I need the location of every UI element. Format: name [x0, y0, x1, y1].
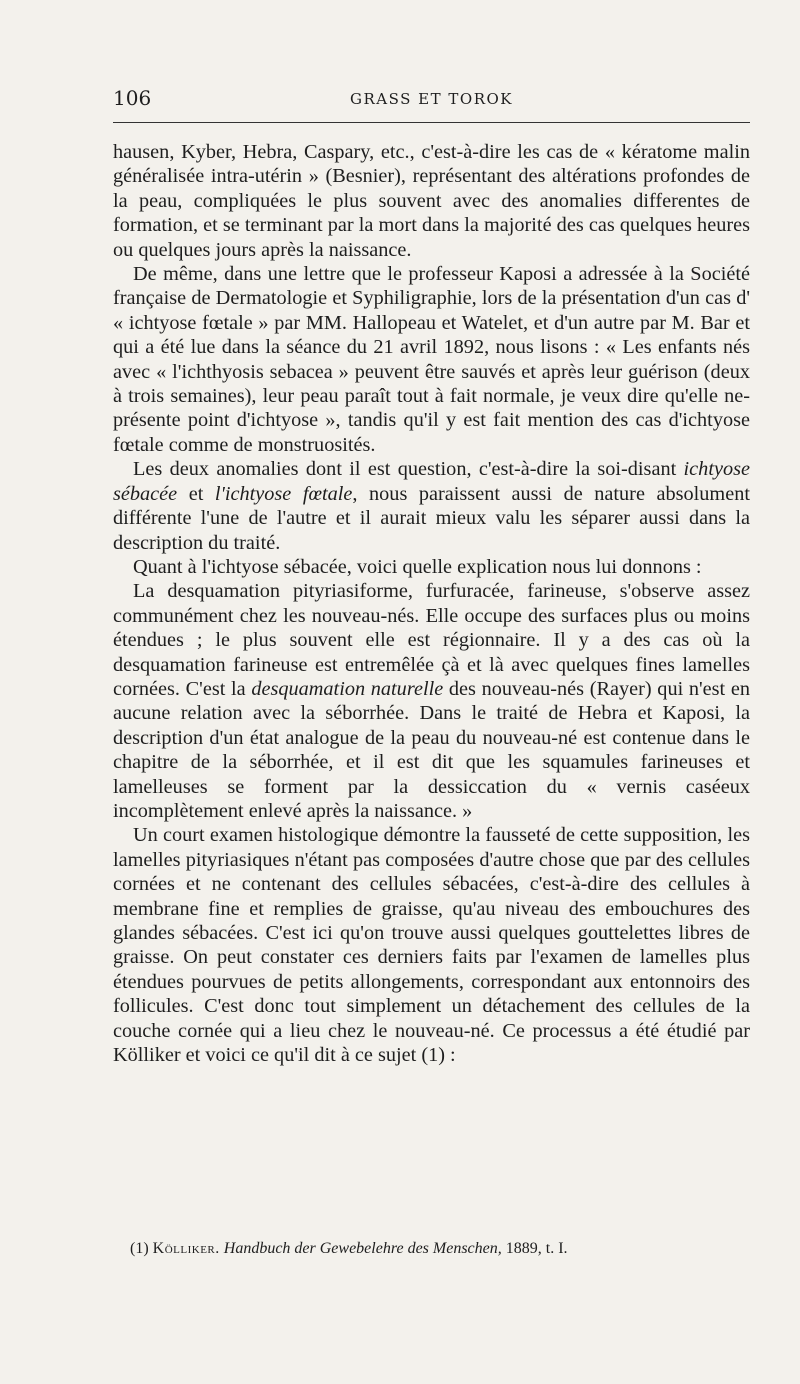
paragraph-1: hausen, Kyber, Hebra, Caspary, etc., c'est-à-dire les cas de « kératome malin généralisée intra-utérin » (Besnier), représentant des altérations profondes de la peau, compliquées le plus souvent avec des anomalies differentes de formation, et se terminant par la mort dans la majorité des cas quelques heures ou quelques jours après la naissance. — [113, 141, 750, 261]
footnote-title: Handbuch der Gewebelehre des Menschen, — [223, 1240, 502, 1257]
footnote-author: Kölliker. — [152, 1240, 220, 1257]
footnote-rest: 1889, t. I. — [501, 1240, 568, 1257]
paragraph-3-part-c: , nous paraissent aussi de nature absolument différente l'une de l'autre et il aurait mieux valu les séparer aussi dans la description du traité. — [113, 482, 750, 554]
running-head: GRASS ET TOROK — [350, 90, 513, 108]
paragraph-6: Un court examen histologique démontre la fausseté de cette supposition, les lamelles pityriasiques n'étant pas composées d'autre chose que par des cellules cornées et ne contenant des cellules sébacées, c'est-à-dire des cellules à membrane fine et remplies de graisse, qu'au niveau des embouchures des glandes sébacées. C'est ici qu'on trouve aussi quelques gouttelettes libres de graisse. On peut constater ces derniers faits par l'examen de lamelles plus étendues pourvues de petits allongements, correspondant aux entonnoirs des follicules. C'est donc tout simplement un détachement des cellules de la couche cornée qui a lieu chez le nouveau-né. Ce processus a été étudié par Kölliker et voici ce qu'il dit à ce sujet (1) : — [113, 824, 750, 1067]
paragraph-5-part-b: des nouveau-nés (Rayer) qui n'est en aucune relation avec la séborrhée. Dans le traité de Hebra et Kaposi, la description d'un état analogue de la peau du nouveau-né est contenue dans le chapitre de la séborrhée, et il est dit que les squamules farineuses et lamelleuses se forment par la dessiccation du « vernis caséeux incomplètement enlevé après la naissance. » — [113, 677, 750, 822]
header-rule — [113, 122, 750, 123]
page-number: 106 — [113, 86, 152, 110]
term-ichtyose-sebacee: ichtyose sébacée — [113, 458, 750, 505]
footnote — [130, 1240, 750, 1258]
paragraph-2: De même, dans une lettre que le professeur Kaposi a adressée à la Société française de Dermatologie et Syphiligraphie, lors de la présentation d'un cas d' « ichtyose fœtale » par MM. Hallopeau et Watelet, et d'un autre par M. Bar et qui a été lue dans la séance du 21 avril 1892, nous lisons : « Les enfants nés avec « l'ichthyosis sebacea » peuvent être sauvés et après leur guérison (deux à trois semaines), leur peau paraît tout à fait normale, je veux dire qu'elle ne-présente point d'ichtyose », tandis qu'il y est fait mention des cas d'ichtyose fœtale comme de monstruosités. — [113, 263, 750, 456]
paragraph-4: Quant à l'ichtyose sébacée, voici quelle explication nous lui donnons : — [133, 555, 702, 578]
term-desquamation-naturelle: desquamation naturelle — [251, 677, 444, 700]
body-text — [113, 140, 750, 1067]
term-ichtyose-foetale: l'ichtyose fœtale — [214, 482, 353, 505]
paragraph-3-part-b: et — [177, 482, 215, 505]
page-header — [113, 86, 750, 110]
paragraph-5-part-a: La desquamation pityriasiforme, furfuracée, farineuse, s'observe assez communément chez les nouveau-nés. Elle occupe des surfaces plus ou moins étendues ; le plus souvent elle est régionnaire. Il y a des cas où la desquamation farineuse est entremêlée çà et là avec quelques fines lamelles cornées. C'est la — [113, 580, 750, 700]
paragraph-3 — [113, 457, 750, 555]
paragraph-3-part-a: Les deux anomalies dont il est question, c'est-à-dire la soi-disant — [133, 458, 684, 481]
paragraph-5 — [113, 579, 750, 823]
footnote-marker: (1) — [130, 1240, 153, 1257]
